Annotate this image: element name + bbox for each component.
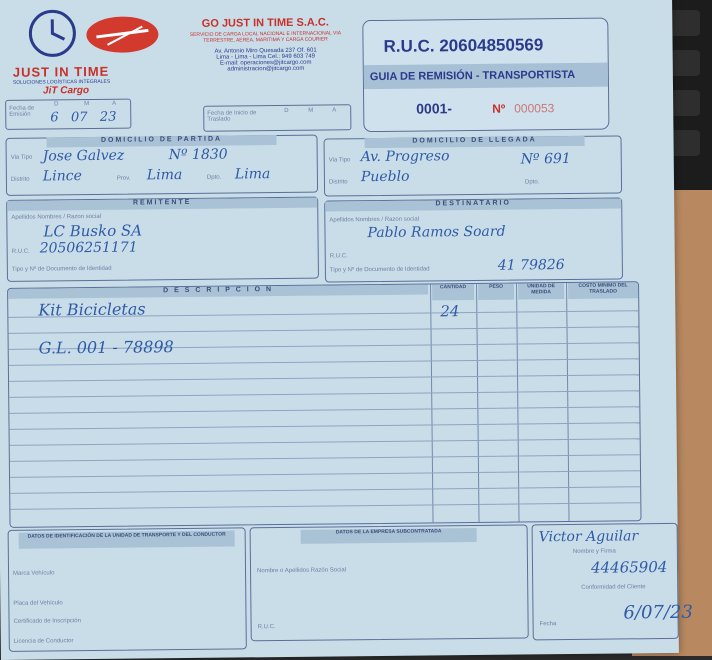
recipient-name-label: Apellidos Nombres / Razon social — [329, 216, 420, 224]
arrival-district-value: Pueblo — [360, 168, 410, 186]
departure-via-value: Jose Galvez Nº 1830 — [42, 146, 228, 165]
recipient-doc-label: Tipo y Nº de Documento de Identidad — [329, 266, 430, 274]
arrival-via-label: Via Tipo — [328, 157, 351, 164]
sender-ruc-value: 20506251171 — [39, 239, 138, 257]
subcontractor-name-label: Nombre o Apellidos Razón Social — [257, 567, 347, 575]
departure-dept-label: Dpto. — [206, 174, 222, 181]
description-header: D E S C R I P C I O N — [8, 284, 428, 298]
company-name: GO JUST IN TIME S.A.C. — [201, 16, 329, 30]
document-type: GUIA DE REMISIÓN - TRANSPORTISTA — [369, 68, 576, 84]
col-quantity: CANTIDAD — [432, 284, 474, 300]
departure-address-box — [5, 135, 318, 196]
logo-mark-icon — [12, 4, 173, 66]
transfer-month-label: M — [308, 107, 314, 114]
document-number-prefix: Nº — [492, 101, 506, 116]
brand-small: JiT Cargo — [42, 85, 90, 97]
emission-date-box — [5, 99, 131, 130]
recipient-title: DESTINATARIO — [325, 198, 621, 211]
sender-title: REMITENTE — [7, 198, 317, 211]
departure-title: DOMICILIO DE PARTIDA — [46, 135, 276, 147]
company-email-2: administracion@jitcargo.com — [227, 65, 305, 73]
company-info — [176, 16, 355, 73]
departure-district-label: Distrito — [10, 176, 30, 183]
transfer-day-label: D — [284, 107, 289, 114]
month-label: M — [84, 101, 90, 108]
arrival-dept-label: Dpto. — [524, 179, 540, 186]
customer-conformity-label: Conformidad del Cliente — [581, 584, 646, 591]
recipient-doc-value: 41 79826 — [497, 257, 565, 274]
driver-license-label: Licencia de Conductor — [13, 638, 74, 645]
signature-box — [532, 523, 693, 641]
col-unit: UNIDAD DE MEDIDA — [518, 283, 564, 299]
emission-date-label: Fecha de Emisión — [9, 105, 35, 118]
emission-date-value: 6 07 23 — [50, 109, 117, 126]
document-series: 0001- — [416, 100, 453, 117]
arrival-title: DOMICILIO DE LLEGADA — [365, 136, 585, 148]
departure-province-value: Lima — [146, 167, 183, 184]
departure-via-label: Via Tipo — [10, 154, 33, 161]
recipient-ruc-label: R.U.C. — [329, 253, 348, 260]
signer-name: Victor Aguilar — [538, 528, 639, 546]
subcontractor-box — [250, 524, 529, 641]
col-min-cost: COSTO MINIMO DEL TRASLADO — [568, 282, 638, 299]
vehicle-title: DATOS DE IDENTIFICACIÓN DE LA UNIDAD DE TRANSPORTE Y DEL CONDUCTOR — [19, 531, 235, 549]
company-services: SERVICIO DE CARGA LOCAL NACIONAL E INTERNACIONAL VIA TERRESTRE, AEREA, MARITIMA Y CARGA COURIER — [189, 30, 342, 44]
col-weight: PESO — [478, 284, 514, 300]
departure-district-value: Lince — [42, 168, 82, 185]
transfer-year-label: A — [332, 107, 337, 114]
sender-name-value: LC Busko SA — [43, 221, 143, 241]
signature-label: Nombre y Firma — [572, 548, 616, 555]
company-email-1: E-mail: operaciones@jitcargo.com — [219, 59, 312, 67]
day-label: D — [54, 101, 59, 108]
departure-dept-value: Lima — [234, 166, 271, 183]
ruc-number: R.U.C. 20604850569 — [383, 35, 544, 56]
vehicle-driver-box — [8, 527, 247, 651]
recipient-name-value: Pablo Ramos Soard — [367, 223, 506, 242]
transfer-date-box — [203, 104, 351, 132]
company-city: Lima - Lima - Lima Cel.: 949 603 749 — [216, 53, 316, 61]
signer-dni: 44465904 — [590, 557, 668, 577]
subcontractor-ruc-label: R.U.C. — [257, 624, 276, 631]
arrival-number-value: Nº 691 — [520, 150, 571, 168]
items-table — [7, 281, 641, 528]
recipient-box — [324, 197, 623, 282]
item-2-description: G.L. 001 - 78898 — [38, 337, 174, 358]
logo-subtitle: SOLUCIONES LOGÍSTICAS INTEGRALES — [12, 78, 111, 86]
vehicle-brand-label: Marca Vehículo — [13, 570, 55, 577]
arrival-address-box — [324, 135, 623, 196]
sender-ruc-label: R.U.C. — [11, 248, 30, 255]
document-number: 000053 — [514, 101, 555, 116]
arrival-via-value: Av. Progreso — [360, 148, 450, 166]
subcontractor-title: DATOS DE LA EMPRESA SUBCONTRATADA — [301, 528, 477, 544]
vehicle-plate-label: Placa del Vehículo — [13, 600, 63, 607]
sender-box — [6, 197, 319, 282]
vehicle-cert-label: Certificado de Inscripción — [13, 618, 81, 625]
sender-name-label: Apellidos Nombres / Razon social — [11, 213, 102, 221]
signature-date: 6/07/23 — [623, 601, 693, 624]
year-label: A — [112, 100, 117, 107]
transfer-date-label: Fecha de Inicio de Traslado — [207, 110, 257, 123]
company-logo — [12, 4, 173, 96]
date-label: Fecha — [539, 621, 557, 628]
departure-province-label: Prov. — [116, 175, 131, 182]
ruc-box — [362, 18, 609, 133]
item-1-description: Kit Bicicletas — [38, 299, 146, 320]
item-1-quantity: 24 — [440, 302, 460, 321]
sender-doc-label: Tipo y Nº de Documento de Identidad — [11, 265, 112, 273]
company-address: Av. Antonio Miro Quesada 237 Of. 601 — [214, 47, 317, 55]
logo-text: JUST IN TIME — [12, 63, 110, 80]
arrival-district-label: Distrito — [328, 179, 348, 186]
